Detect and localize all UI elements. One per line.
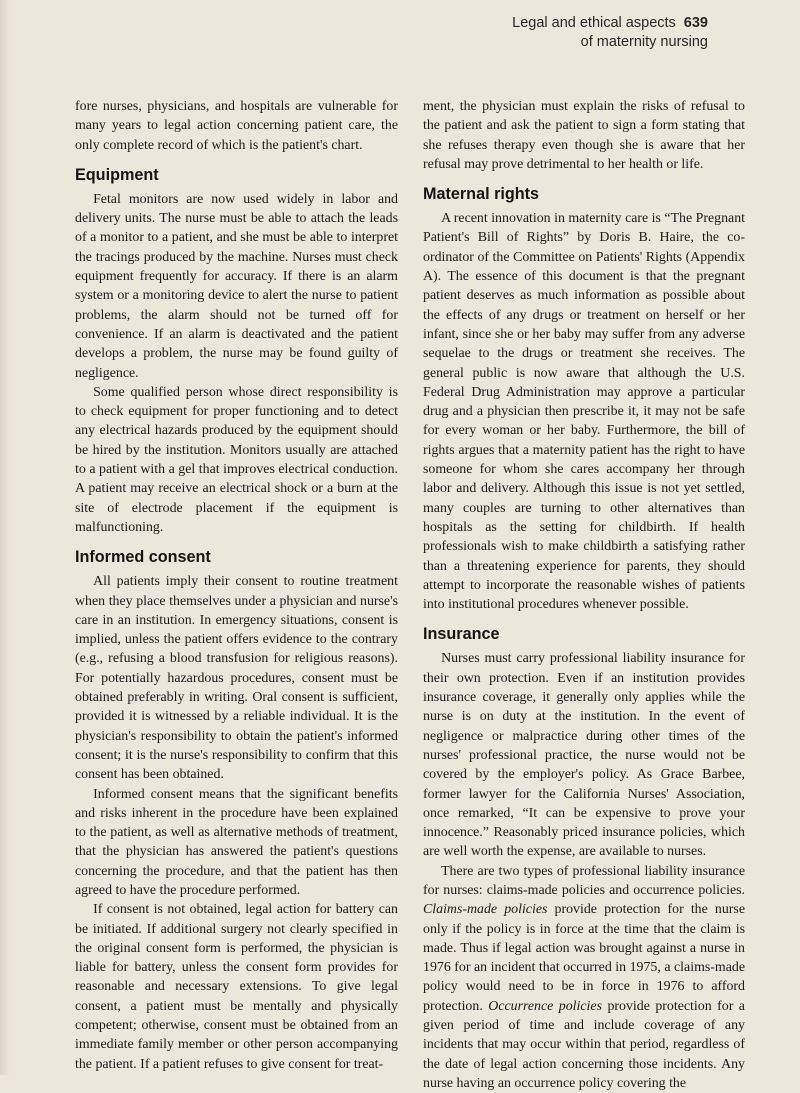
equipment-paragraph-2: Some qualified person whose direct responsibility is to check equipment for proper functioning and to detect any electrical hazards produced by the equipment should be hired by the institution. Monitors usually are attached to a patient with a gel that improves electrical conduction. A patient may receive an electrical shock or a burn at the site of electrode placement if the equipment is malfunctioning. <box>75 384 398 535</box>
consent-paragraph-1: All patients imply their consent to routine treatment when they place themselves under a physician and nurse's care in an institution. In emergency situations, consent is implied, unless the patient offers evidence to the contrary (e.g., refusing a blood transfusion for religious reasons). For potentially hazardous procedures, consent must be obtained preferably in writing. Oral consent is sufficient, provided it is witnessed by a reliable individual. It is the physician's responsibility to obtain the patient's informed consent; it is the nurse's responsibility to confirm that this consent has been obtained. <box>75 574 398 783</box>
consent-paragraph-3: If consent is not obtained, legal action for battery can be initiated. If additional surgery not clearly specified in the original consent form is performed, the physician is liable for battery, unless the consent form provides for reasonable and necessary extensions. To give legal consent, a patient must be mentally and physically competent; otherwise, consent must be obtained from an immediate family member or other person accompanying the patient. If a patient refuses to give consent for treat- <box>75 902 398 1072</box>
equipment-paragraph-1: Fetal monitors are now used widely in labor and delivery units. The nurse must be able to attach the leads of a monitor to a patient, and she must be able to interpret the tracings produced by the machine. Nurses must check equipment frequently for accuracy. If there is an alarm system or a monitoring device to alert the nurse to patient problems, the alarm should not be turned off for convenience. If an alarm is deactivated and the patient develops a problem, the nurse may be found guilty of negligence. <box>75 191 398 381</box>
claims-made-term: Claims-made policies <box>423 902 548 918</box>
running-head-line-2: of maternity nursing <box>580 34 708 50</box>
running-head-line-1 <box>512 14 708 33</box>
consent-paragraph-2: Informed consent means that the significant benefits and risks inherent in the procedure have been explained to the patient, as well as alternative methods of treatment, that the physician has answered the patient's questions concerning the procedure, and that the patient has then agreed to have the procedure performed. <box>75 786 398 898</box>
running-head <box>512 14 708 52</box>
informed-consent-heading: Informed consent <box>75 548 211 567</box>
page-binding-edge <box>0 0 10 1075</box>
insurance-p2-part-b: provide protection for the nurse only if the policy is in force at the time that the claim is made. Thus if legal action was brought against a nurse in 1976 for an incident that occurred in 1975, a claims-made policy would need to be in force in 1976 to afford protection. <box>423 902 745 1014</box>
insurance-p2-part-c: provide protection for a given period of time and include coverage of any incidents that may occur within that period, regardless of the date of legal action concerning those incidents. Any nurse having an occurrence policy covering the <box>423 998 745 1091</box>
left-column <box>75 97 398 1074</box>
insurance-paragraph-2 <box>423 862 745 1093</box>
continued-paragraph: ment, the physician must explain the risks of refusal to the patient and ask the patient to sign a form stating that she refuses therapy even though she is aware that her refusal may prove detrimental to her health or life. <box>423 99 745 172</box>
running-head-title: Legal and ethical aspects <box>512 15 676 31</box>
equipment-heading: Equipment <box>75 165 159 184</box>
occurrence-term: Occurrence policies <box>488 998 602 1014</box>
maternal-rights-paragraph: A recent innovation in maternity care is “The Pregnant Patient's Bill of Rights” by Doris B. Haire, the co-ordinator of the Committee on Patients' Rights (Appendix A). The essence of this document is that the pregnant patient deserves as much information as possible about the effects of any drugs or treatment on herself or her infant, since she or her baby may suffer from any adverse sequelae to the drugs or treatment she receives. The general public is now aware that although the U.S. Federal Drug Administration may approve a particular drug and a physician then prescribe it, it may not be safe for every woman or her baby. Furthermore, the bill of rights argues that a maternity patient has the right to have someone for whom she cares accompany her through labor and delivery. Although this issue is not yet settled, many couples are turning to other alternatives than hospitals as the setting for childbirth. If health professionals wish to make childbirth a satisfying rather than a threatening experience for parents, they should attempt to incorporate the reasonable wishes of patients into institutional procedures whenever possible. <box>423 211 746 613</box>
insurance-p2-part-a: There are two types of professional liability insurance for nurses: claims-made policies and occurrence policies. <box>423 863 745 898</box>
insurance-paragraph-1: Nurses must carry professional liability insurance for their own protection. Even if an institution provides insurance coverage, it generally only applies while the nurse is on duty at the institution. In the event of negligence or malpractice during other times of the nurses' professional practice, the nurse would not be covered by the employer's policy. As Grace Barbee, former lawyer for the California Nurses' Association, once remarked, “It can be expensive to prove your innocence.” Reasonably priced insurance policies, which are well worth the expense, are available to nurses. <box>423 651 745 860</box>
intro-paragraph: fore nurses, physicians, and hospitals are vulnerable for many years to legal action concerning patient care, the only complete record of which is the patient's chart. <box>75 99 398 153</box>
right-column <box>423 97 745 1093</box>
maternal-rights-heading: Maternal rights <box>423 185 540 204</box>
page-number: 639 <box>683 15 708 31</box>
insurance-heading: Insurance <box>423 625 500 644</box>
